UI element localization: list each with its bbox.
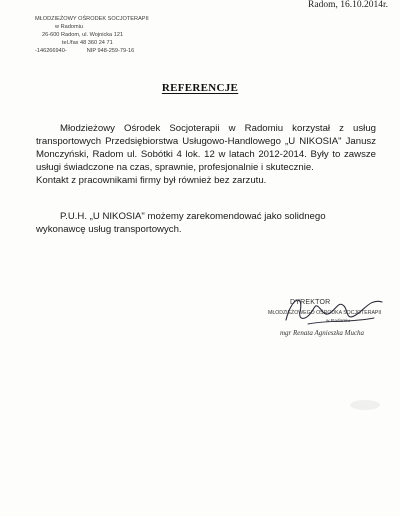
scan-smudge: [350, 400, 380, 410]
letter-title: REFERENCJE: [161, 82, 239, 94]
sender-stamp-regon: -146266940-: [35, 48, 67, 54]
sender-stamp-line: tel./fax 48 360 24 71: [62, 40, 113, 46]
director-stamp-city: w Radomiu: [326, 319, 350, 324]
paragraph-recommendation-last-line: wykonawcę usług transportowych.: [36, 224, 182, 236]
sender-stamp-nip: NIP 948-259-79-16: [86, 48, 135, 54]
director-stamp-org: MŁODZIEŻOWEGO OŚRODKA SOCJOTERAPII: [268, 310, 382, 316]
sender-stamp-line: MŁODZIEŻOWY OŚRODEK SOCJOTERAPII: [35, 16, 149, 22]
paragraph-recommendation: [36, 210, 376, 236]
paragraph-services-body: Młodzieżowy Ośrodek Socjoterapii w Radomiu korzystał z usług transportowych Przedsiębiorstwa Usługowo-Handlowego „U NIKOSIA" Janusz Monczyński, Radom ul. Sobótki 4 lok. 12 w latach 2012-2014. Były to zawsze usługi świadczone na czas, sprawnie, profesjonalnie i skutecznie.: [36, 123, 376, 174]
director-stamp-role: DYREKTOR: [290, 299, 331, 306]
paragraph-services-last-line: Kontakt z pracownikami firmy był również bez zarzutu.: [36, 175, 267, 187]
letter-date: Radom, 16.10.2014r.: [308, 0, 388, 10]
handwritten-signature-icon: [278, 290, 390, 332]
sender-stamp-ids: [35, 47, 185, 55]
sender-stamp-line: w Radomiu: [55, 24, 83, 30]
sender-stamp: [35, 15, 185, 55]
director-name: mgr Renata Agnieszka Mucha: [280, 329, 365, 337]
paragraph-recommendation-body: P.U.H. „U NIKOSIA" możemy zarekomendować jako solidnego: [60, 211, 326, 222]
sender-stamp-line: 26-600 Radom, ul. Wojnicka 121: [42, 32, 124, 38]
paragraph-services: [36, 122, 376, 187]
